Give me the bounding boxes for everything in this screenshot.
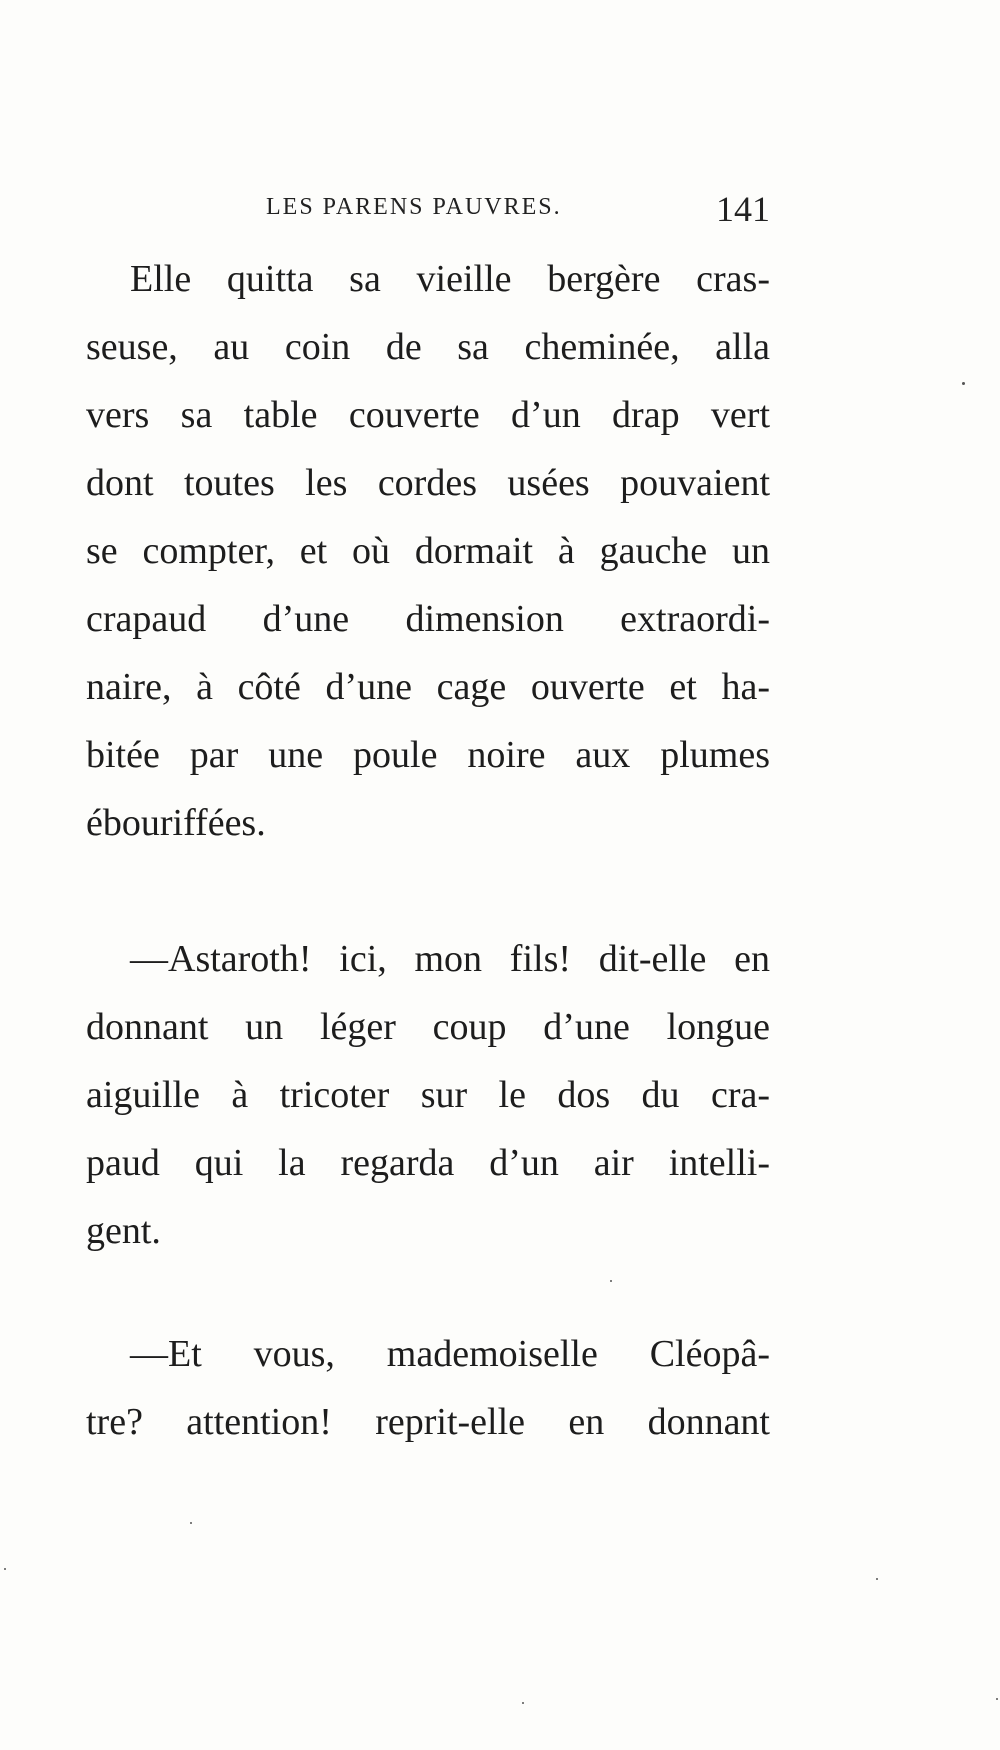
- text-line: vers sa table couverte d’un drap vert: [86, 394, 770, 436]
- paper-speck: [190, 1522, 192, 1524]
- text-line: aiguille à tricoter sur le dos du cra-: [86, 1074, 770, 1116]
- paper-speck: [522, 1702, 524, 1704]
- paragraph-1: [86, 245, 770, 857]
- paper-speck: [610, 1280, 612, 1282]
- text-line: —Et vous, mademoiselle Cléopâ-: [130, 1333, 770, 1375]
- text-line: crapaud d’une dimension extraordi-: [86, 598, 770, 640]
- text-line: tre? attention! reprit-elle en donnant: [86, 1401, 770, 1443]
- paragraph-3: [86, 1320, 770, 1456]
- text-line: dont toutes les cordes usées pouvaient: [86, 462, 770, 504]
- running-head: [86, 188, 770, 228]
- text-line: —Astaroth! ici, mon fils! dit-elle en: [130, 938, 770, 980]
- text-line: paud qui la regarda d’un air intelli-: [86, 1142, 770, 1184]
- text-line: Elle quitta sa vieille bergère cras-: [130, 258, 770, 300]
- text-line: naire, à côté d’une cage ouverte et ha-: [86, 666, 770, 708]
- text-line: se compter, et où dormait à gauche un: [86, 530, 770, 572]
- paper-speck: [962, 382, 965, 385]
- paper-speck: [996, 1698, 998, 1700]
- text-line: seuse, au coin de sa cheminée, alla: [86, 326, 770, 368]
- page-number: 141: [716, 189, 770, 229]
- paper-speck: [4, 1568, 6, 1570]
- text-line: donnant un léger coup d’une longue: [86, 1006, 770, 1048]
- text-line: ébouriffées.: [86, 802, 266, 844]
- text-line: gent.: [86, 1210, 161, 1252]
- paragraph-2: [86, 925, 770, 1265]
- running-title: LES PARENS PAUVRES.: [266, 194, 562, 220]
- paper-speck: [876, 1578, 878, 1580]
- text-line: bitée par une poule noire aux plumes: [86, 734, 770, 776]
